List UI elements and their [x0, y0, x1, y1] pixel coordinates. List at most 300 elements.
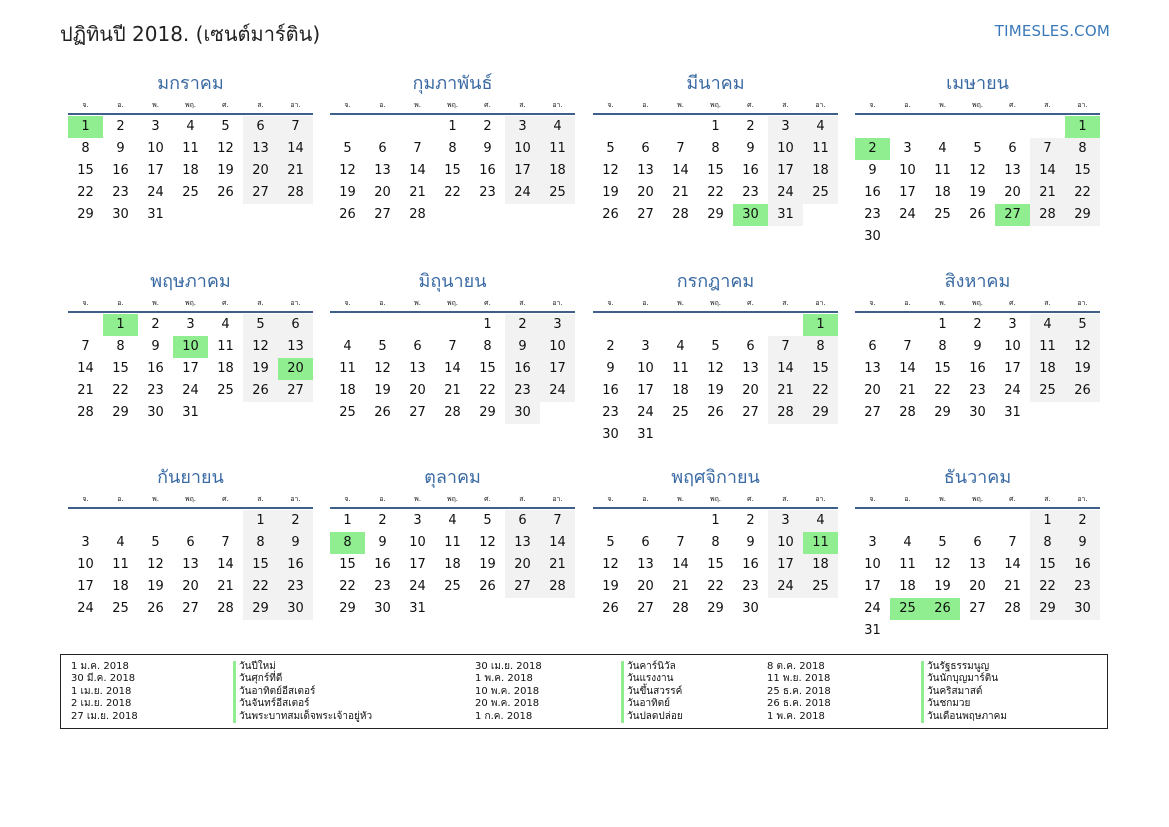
day-cell: 5 — [606, 535, 615, 550]
day-cell: 23 — [1065, 576, 1100, 598]
day-cell: 12 — [479, 535, 496, 550]
day-cell: 24 — [864, 601, 881, 616]
empty-cell — [960, 510, 995, 532]
day-grid — [68, 116, 313, 226]
day-cell: 11 — [182, 141, 199, 156]
day-grid — [593, 116, 838, 226]
day-cell: 26 — [479, 579, 496, 594]
weekday-label: อ. — [379, 495, 386, 503]
weekday-header — [593, 97, 838, 115]
empty-cell — [330, 314, 365, 336]
day-cell: 12 — [934, 557, 951, 572]
holiday-name: วันแรงงาน — [621, 673, 683, 685]
weekday-label: ศ. — [484, 495, 491, 503]
day-cell: 9 — [278, 532, 313, 554]
day-cell: 25 — [182, 185, 199, 200]
weekday-label: จ. — [607, 495, 614, 503]
day-cell: 18 — [339, 383, 356, 398]
day-cell: 23 — [742, 185, 759, 200]
day-cell: 10 — [768, 138, 803, 160]
weekday-label: อา. — [815, 101, 826, 109]
weekday-header — [68, 97, 313, 115]
day-cell: 2 — [973, 317, 982, 332]
day-cell: 27 — [505, 576, 540, 598]
month-block — [330, 71, 575, 226]
weekday-label: จ. — [344, 299, 351, 307]
day-cell: 14 — [217, 557, 234, 572]
empty-cell — [698, 314, 733, 336]
weekday-label: อ. — [904, 101, 911, 109]
day-cell: 29 — [707, 601, 724, 616]
day-cell: 20 — [243, 160, 278, 182]
day-cell: 1 — [711, 513, 720, 528]
day-cell: 28 — [672, 207, 689, 222]
day-cell: 16 — [112, 163, 129, 178]
day-cell: 2 — [483, 119, 492, 134]
empty-cell — [628, 314, 663, 336]
month-name: ตุลาคม — [424, 467, 481, 488]
day-cell: 11 — [540, 138, 575, 160]
weekday-label: อ. — [642, 495, 649, 503]
day-cell: 31 — [409, 601, 426, 616]
day-cell: 7 — [413, 141, 422, 156]
weekday-label: พฤ. — [184, 101, 197, 109]
day-cell: 14 — [444, 361, 461, 376]
holiday-name: วันจันทร์อีสเตอร์ — [233, 698, 372, 710]
day-cell: 16 — [479, 163, 496, 178]
day-cell: 16 — [742, 557, 759, 572]
day-cell: 17 — [409, 557, 426, 572]
weekday-label: อ. — [642, 101, 649, 109]
day-cell: 18 — [112, 579, 129, 594]
day-grid — [68, 510, 313, 620]
empty-cell — [768, 314, 803, 336]
holiday-name: วันรัฐธรรมนูญ — [921, 661, 1007, 673]
day-cell: 5 — [973, 141, 982, 156]
day-cell: 30 — [864, 229, 881, 244]
day-cell: 6 — [641, 141, 650, 156]
month-block — [330, 269, 575, 424]
day-cell: 9 — [116, 141, 125, 156]
day-grid — [330, 510, 575, 620]
day-cell: 31 — [1004, 405, 1021, 420]
weekday-label: พ. — [677, 101, 684, 109]
holiday-name-column — [621, 661, 683, 723]
empty-cell — [365, 116, 400, 138]
month-name: พฤษภาคม — [150, 271, 231, 292]
weekday-label: อา. — [290, 101, 301, 109]
day-cell: 6 — [973, 535, 982, 550]
day-cell: 13 — [637, 163, 654, 178]
day-cell: 24 — [77, 601, 94, 616]
day-cell: 2 — [505, 314, 540, 336]
day-cell: 15 — [77, 163, 94, 178]
day-cell: 12 — [969, 163, 986, 178]
day-cell: 12 — [339, 163, 356, 178]
day-cell: 14 — [278, 138, 313, 160]
day-cell: 9 — [973, 339, 982, 354]
empty-cell — [663, 510, 698, 532]
weekday-label: อา. — [1077, 495, 1088, 503]
day-cell: 24 — [540, 380, 575, 402]
day-cell: 22 — [803, 380, 838, 402]
day-cell: 19 — [602, 579, 619, 594]
weekday-label: อา. — [1077, 101, 1088, 109]
day-cell: 18 — [803, 554, 838, 576]
weekday-label: พฤ. — [446, 495, 459, 503]
day-grid — [68, 314, 313, 424]
day-cell: 3 — [1008, 317, 1017, 332]
empty-cell — [138, 510, 173, 532]
day-cell: 26 — [374, 405, 391, 420]
day-cell: 2 — [746, 119, 755, 134]
day-cell: 31 — [147, 207, 164, 222]
day-cell: 25 — [444, 579, 461, 594]
day-cell: 14 — [672, 557, 689, 572]
day-cell: 12 — [1065, 336, 1100, 358]
day-cell: 12 — [147, 557, 164, 572]
day-cell: 29 — [339, 601, 356, 616]
day-cell: 17 — [77, 579, 94, 594]
month-block — [593, 269, 838, 446]
weekday-label: ศ. — [1009, 495, 1016, 503]
month-block — [855, 269, 1100, 424]
empty-cell — [628, 510, 663, 532]
day-cell: 13 — [409, 361, 426, 376]
holiday-list — [60, 654, 1108, 729]
day-cell: 2 — [606, 339, 615, 354]
day-cell: 25 — [112, 601, 129, 616]
weekday-label: ศ. — [222, 495, 229, 503]
day-cell: 5 — [606, 141, 615, 156]
day-cell: 18 — [217, 361, 234, 376]
day-cell: 13 — [969, 557, 986, 572]
day-cell: 17 — [182, 361, 199, 376]
day-cell: 22 — [707, 185, 724, 200]
day-cell: 20 — [864, 383, 881, 398]
holiday-name: วันอาทิตย์อีสเตอร์ — [233, 686, 372, 698]
day-cell: 3 — [768, 510, 803, 532]
weekday-label: จ. — [82, 299, 89, 307]
day-cell: 16 — [1065, 554, 1100, 576]
weekday-label: ส. — [782, 495, 789, 503]
holiday-day-cell: 11 — [803, 532, 838, 554]
weekday-label: พฤ. — [971, 101, 984, 109]
empty-cell — [925, 116, 960, 138]
day-cell: 28 — [899, 405, 916, 420]
day-cell: 3 — [151, 119, 160, 134]
weekday-label: พฤ. — [184, 299, 197, 307]
holiday-name: วันเดือนพฤษภาคม — [921, 711, 1007, 723]
weekday-label: พฤ. — [446, 101, 459, 109]
day-cell: 29 — [1030, 598, 1065, 620]
day-cell: 4 — [343, 339, 352, 354]
day-cell: 7 — [1008, 535, 1017, 550]
month-name: มีนาคม — [686, 73, 745, 94]
day-cell: 11 — [217, 339, 234, 354]
day-cell: 27 — [864, 405, 881, 420]
weekday-label: อา. — [552, 101, 563, 109]
day-cell: 3 — [81, 535, 90, 550]
weekday-label: ส. — [1044, 299, 1051, 307]
weekday-label: ส. — [257, 299, 264, 307]
day-cell: 9 — [151, 339, 160, 354]
day-cell: 12 — [602, 163, 619, 178]
day-cell: 5 — [243, 314, 278, 336]
day-cell: 7 — [1030, 138, 1065, 160]
weekday-label: พ. — [152, 299, 159, 307]
empty-cell — [890, 314, 925, 336]
holiday-day-cell: 20 — [278, 358, 313, 380]
day-grid — [330, 314, 575, 424]
day-cell: 16 — [374, 557, 391, 572]
day-cell: 28 — [278, 182, 313, 204]
day-cell: 30 — [147, 405, 164, 420]
day-cell: 31 — [637, 427, 654, 442]
day-cell: 12 — [707, 361, 724, 376]
day-cell: 4 — [221, 317, 230, 332]
day-cell: 10 — [505, 138, 540, 160]
day-cell: 27 — [637, 601, 654, 616]
day-cell: 1 — [711, 119, 720, 134]
weekday-header — [330, 295, 575, 313]
day-cell: 19 — [1065, 358, 1100, 380]
empty-cell — [593, 314, 628, 336]
weekday-label: พ. — [939, 495, 946, 503]
day-cell: 7 — [676, 141, 685, 156]
month-block — [855, 71, 1100, 248]
empty-cell — [890, 116, 925, 138]
day-grid — [593, 314, 838, 446]
day-cell: 26 — [147, 601, 164, 616]
day-cell: 21 — [672, 579, 689, 594]
weekday-header — [855, 97, 1100, 115]
month-name: พฤศจิกายน — [671, 467, 760, 488]
day-cell: 29 — [112, 405, 129, 420]
day-cell: 13 — [182, 557, 199, 572]
day-cell: 6 — [746, 339, 755, 354]
day-cell: 13 — [742, 361, 759, 376]
weekday-label: พ. — [677, 495, 684, 503]
day-cell: 20 — [969, 579, 986, 594]
weekday-label: ส. — [1044, 495, 1051, 503]
day-cell: 21 — [1004, 579, 1021, 594]
day-cell: 23 — [602, 405, 619, 420]
weekday-header — [855, 295, 1100, 313]
day-cell: 19 — [707, 383, 724, 398]
day-cell: 9 — [483, 141, 492, 156]
weekday-label: ศ. — [747, 299, 754, 307]
day-cell: 27 — [243, 182, 278, 204]
weekday-label: ส. — [519, 101, 526, 109]
holiday-date: 8 ต.ค. 2018 — [767, 661, 825, 672]
day-cell: 30 — [602, 427, 619, 442]
day-cell: 17 — [864, 579, 881, 594]
day-cell: 5 — [151, 535, 160, 550]
day-cell: 17 — [540, 358, 575, 380]
weekday-label: จ. — [82, 495, 89, 503]
weekday-label: พ. — [152, 101, 159, 109]
weekday-label: จ. — [344, 101, 351, 109]
day-cell: 18 — [182, 163, 199, 178]
day-cell: 16 — [864, 185, 881, 200]
holiday-name-column — [921, 661, 1007, 723]
day-cell: 22 — [934, 383, 951, 398]
day-cell: 26 — [707, 405, 724, 420]
day-cell: 22 — [444, 185, 461, 200]
day-cell: 4 — [448, 513, 457, 528]
holiday-date: 1 เม.ย. 2018 — [71, 685, 132, 697]
weekday-label: พ. — [414, 299, 421, 307]
day-cell: 25 — [803, 182, 838, 204]
day-cell: 12 — [243, 336, 278, 358]
day-cell: 5 — [483, 513, 492, 528]
day-cell: 22 — [707, 579, 724, 594]
weekday-label: จ. — [82, 101, 89, 109]
holiday-date: 1 ม.ค. 2018 — [71, 661, 129, 672]
holiday-date: 20 พ.ค. 2018 — [475, 698, 540, 710]
weekday-label: อา. — [1077, 299, 1088, 307]
day-cell: 15 — [339, 557, 356, 572]
day-cell: 28 — [77, 405, 94, 420]
day-cell: 21 — [540, 554, 575, 576]
day-grid — [855, 510, 1100, 642]
empty-cell — [593, 510, 628, 532]
day-cell: 2 — [278, 510, 313, 532]
day-cell: 25 — [803, 576, 838, 598]
empty-cell — [663, 116, 698, 138]
weekday-header — [855, 491, 1100, 509]
day-cell: 27 — [278, 380, 313, 402]
day-cell: 3 — [903, 141, 912, 156]
holiday-name: วันปลดปล่อย — [621, 711, 683, 723]
weekday-header — [68, 295, 313, 313]
day-cell: 19 — [969, 185, 986, 200]
day-grid — [593, 510, 838, 620]
day-cell: 20 — [637, 185, 654, 200]
month-name: มกราคม — [157, 73, 224, 94]
site-brand-link[interactable]: TIMESLES.COM — [994, 22, 1110, 40]
day-cell: 4 — [186, 119, 195, 134]
day-cell: 11 — [112, 557, 129, 572]
day-cell: 25 — [672, 405, 689, 420]
day-cell: 11 — [803, 138, 838, 160]
day-cell: 29 — [479, 405, 496, 420]
weekday-label: พฤ. — [709, 101, 722, 109]
day-cell: 4 — [116, 535, 125, 550]
day-cell: 10 — [540, 336, 575, 358]
day-cell: 22 — [479, 383, 496, 398]
day-cell: 12 — [217, 141, 234, 156]
day-cell: 27 — [409, 405, 426, 420]
weekday-label: พ. — [939, 101, 946, 109]
empty-cell — [593, 116, 628, 138]
weekday-label: พ. — [677, 299, 684, 307]
month-name: มิถุนายน — [418, 271, 487, 292]
day-cell: 29 — [1065, 204, 1100, 226]
holiday-date: 27 เม.ย. 2018 — [71, 710, 138, 722]
day-cell: 30 — [505, 402, 540, 424]
day-cell: 6 — [243, 116, 278, 138]
weekday-label: ศ. — [747, 101, 754, 109]
day-cell: 14 — [540, 532, 575, 554]
day-cell: 8 — [81, 141, 90, 156]
day-cell: 26 — [243, 380, 278, 402]
day-grid — [330, 116, 575, 226]
day-cell: 23 — [112, 185, 129, 200]
day-cell: 19 — [147, 579, 164, 594]
day-cell: 8 — [938, 339, 947, 354]
weekday-header — [330, 97, 575, 115]
day-cell: 29 — [803, 402, 838, 424]
day-cell: 26 — [1065, 380, 1100, 402]
day-cell: 2 — [116, 119, 125, 134]
holiday-name: วันนักบุญมาร์ติน — [921, 673, 1007, 685]
weekday-label: ส. — [519, 495, 526, 503]
holiday-date: 30 มี.ค. 2018 — [71, 673, 136, 685]
weekday-label: ส. — [782, 101, 789, 109]
weekday-label: อ. — [117, 101, 124, 109]
day-cell: 6 — [1008, 141, 1017, 156]
day-cell: 16 — [147, 361, 164, 376]
day-cell: 5 — [1065, 314, 1100, 336]
day-cell: 8 — [711, 535, 720, 550]
day-cell: 20 — [182, 579, 199, 594]
month-block — [330, 465, 575, 620]
day-cell: 3 — [768, 116, 803, 138]
day-cell: 14 — [409, 163, 426, 178]
weekday-label: จ. — [607, 299, 614, 307]
holiday-day-cell: 30 — [733, 204, 768, 226]
day-cell: 21 — [278, 160, 313, 182]
month-block — [593, 465, 838, 620]
day-cell: 15 — [243, 554, 278, 576]
day-grid — [855, 116, 1100, 248]
day-cell: 14 — [672, 163, 689, 178]
day-cell: 8 — [1030, 532, 1065, 554]
day-cell: 6 — [413, 339, 422, 354]
day-cell: 30 — [374, 601, 391, 616]
weekday-label: พฤ. — [971, 299, 984, 307]
day-cell: 23 — [374, 579, 391, 594]
day-cell: 13 — [374, 163, 391, 178]
day-cell: 20 — [1004, 185, 1021, 200]
weekday-label: อ. — [117, 299, 124, 307]
day-cell: 26 — [602, 601, 619, 616]
day-cell: 18 — [899, 579, 916, 594]
day-cell: 28 — [540, 576, 575, 598]
day-cell: 17 — [637, 383, 654, 398]
day-cell: 9 — [868, 163, 877, 178]
weekday-label: อ. — [379, 101, 386, 109]
holiday-day-cell: 26 — [925, 598, 960, 620]
day-cell: 13 — [637, 557, 654, 572]
day-cell: 9 — [606, 361, 615, 376]
day-cell: 28 — [768, 402, 803, 424]
day-cell: 11 — [899, 557, 916, 572]
weekday-header — [68, 491, 313, 509]
weekday-label: ศ. — [222, 299, 229, 307]
day-cell: 28 — [444, 405, 461, 420]
weekday-label: จ. — [869, 101, 876, 109]
day-cell: 22 — [77, 185, 94, 200]
day-cell: 8 — [448, 141, 457, 156]
day-cell: 4 — [903, 535, 912, 550]
day-cell: 21 — [217, 579, 234, 594]
empty-cell — [173, 510, 208, 532]
day-cell: 10 — [768, 532, 803, 554]
day-cell: 8 — [243, 532, 278, 554]
